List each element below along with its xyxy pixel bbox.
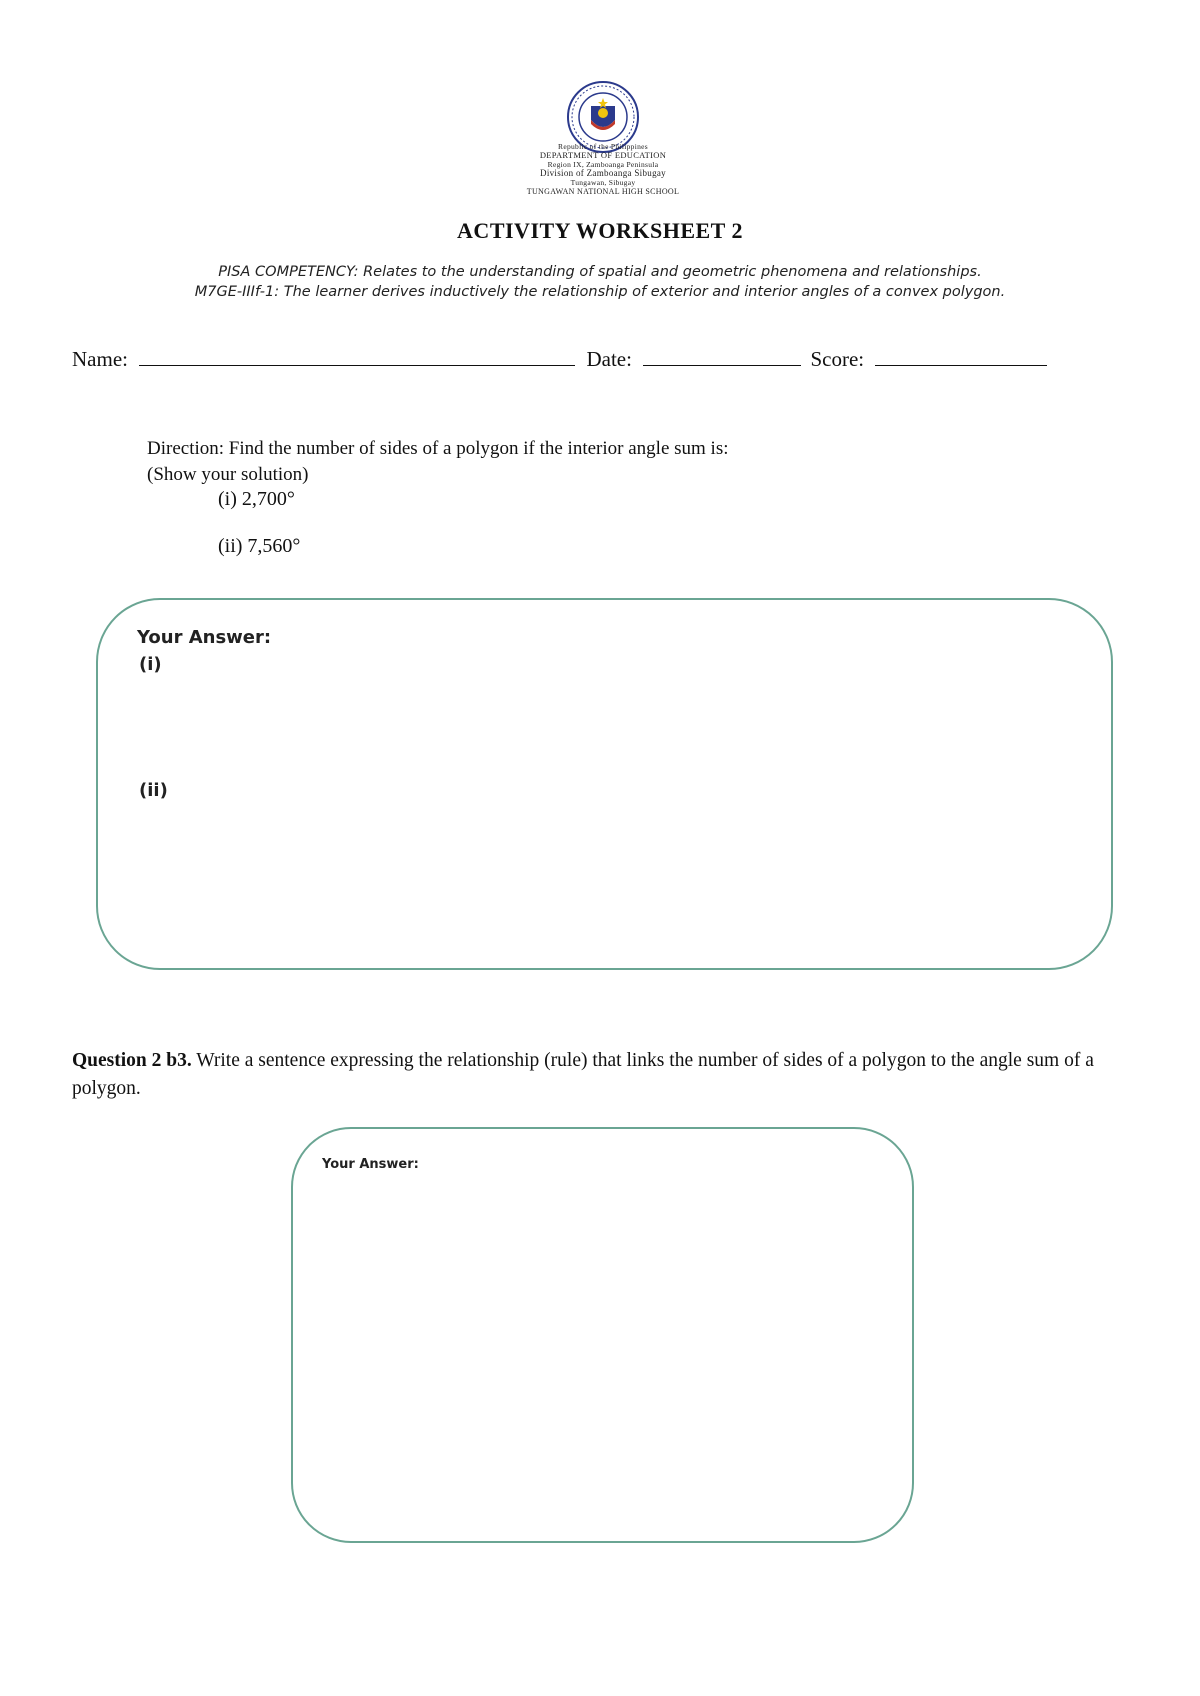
school-header <box>450 142 756 196</box>
date-label: Date: <box>586 347 632 371</box>
question-text: Write a sentence expressing the relationship (rule) that links the number of sides of a polygon to the angle sum of a polygon. <box>72 1050 1094 1099</box>
answer-label-2: Your Answer: <box>322 1157 419 1172</box>
answer-label-1: Your Answer: <box>137 627 272 648</box>
item-i: (i) 2,700° <box>218 488 295 510</box>
answer-box-2[interactable] <box>291 1127 914 1543</box>
competency-line-2: M7GE-IIIf-1: The learner derives inductively the relationship of exterior and interior angles of a convex polygon. <box>194 284 1006 300</box>
competency-block <box>0 262 1200 302</box>
question-2-b3 <box>72 1047 1132 1103</box>
header-line-2: DEPARTMENT OF EDUCATION <box>539 150 667 160</box>
solution-note: (Show your solution) <box>147 464 309 485</box>
date-field[interactable] <box>643 343 801 366</box>
name-field[interactable] <box>139 343 575 366</box>
header-line-5: Tungawan, Sibugay <box>570 178 636 187</box>
score-field[interactable] <box>875 343 1047 366</box>
header-line-3: Region IX, Zamboanga Peninsula <box>547 160 659 169</box>
header-line-4: Division of Zamboanga Sibugay <box>540 168 666 178</box>
answer-part-i: (i) <box>139 654 162 675</box>
item-ii: (ii) 7,560° <box>218 535 301 557</box>
direction-line: Direction: Find the number of sides of a polygon if the interior angle sum is: <box>147 438 729 459</box>
header-line-6: TUNGAWAN NATIONAL HIGH SCHOOL <box>526 187 680 196</box>
score-label: Score: <box>810 347 865 371</box>
answer-part-ii: (ii) <box>139 780 168 801</box>
question-number: Question 2 b3. <box>72 1050 192 1071</box>
direction-block <box>147 436 729 488</box>
header-line-1: Republic of the Philippines <box>558 142 648 151</box>
worksheet-title: ACTIVITY WORKSHEET 2 <box>457 218 743 243</box>
student-fields <box>72 343 1047 372</box>
name-label: Name: <box>72 347 128 371</box>
answer-box-1[interactable] <box>96 598 1113 970</box>
competency-line-1: PISA COMPETENCY: Relates to the understanding of spatial and geometric phenomena and relationships. <box>218 264 982 280</box>
